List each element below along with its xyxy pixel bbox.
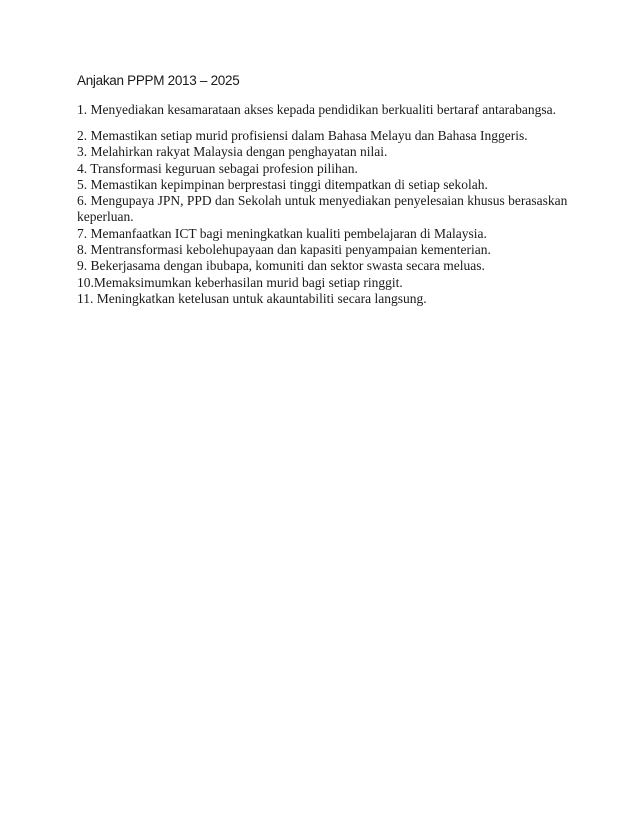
shift-item-1: 1. Menyediakan kesamarataan akses kepada pendidikan berkualiti bertaraf antarabangsa.	[77, 102, 557, 117]
shift-item-8: 8. Mentransformasi kebolehupayaan dan kapasiti penyampaian kementerian.	[77, 242, 491, 258]
document-content	[77, 72, 577, 307]
shift-item-4: 4. Transformasi keguruan sebagai profesion pilihan.	[77, 160, 358, 176]
shift-item-5: 5. Memastikan kepimpinan berprestasi tinggi ditempatkan di setiap sekolah.	[77, 176, 488, 192]
shift-item-3: 3. Melahirkan rakyat Malaysia dengan penghayatan nilai.	[77, 144, 388, 160]
shift-item-10: 10.Memaksimumkan keberhasilan murid bagi setiap ringgit.	[77, 274, 403, 290]
shift-list	[77, 128, 577, 307]
shift-item-9: 9. Bekerjasama dengan ibubapa, komuniti dan sektor swasta secara meluas.	[77, 258, 485, 274]
shift-item-7: 7. Memanfaatkan ICT bagi meningkatkan kualiti pembelajaran di Malaysia.	[77, 225, 487, 241]
shift-item-6: 6. Mengupaya JPN, PPD dan Sekolah untuk menyediakan penyelesaian khusus berasaskan keperluan.	[77, 193, 568, 225]
shift-item-2: 2. Memastikan setiap murid profisiensi dalam Bahasa Melayu dan Bahasa Inggeris.	[77, 128, 528, 143]
shift-item-11: 11. Meningkatkan ketelusan untuk akauntabiliti secara langsung.	[77, 290, 427, 306]
document-title: Anjakan PPPM 2013 – 2025	[77, 73, 240, 88]
